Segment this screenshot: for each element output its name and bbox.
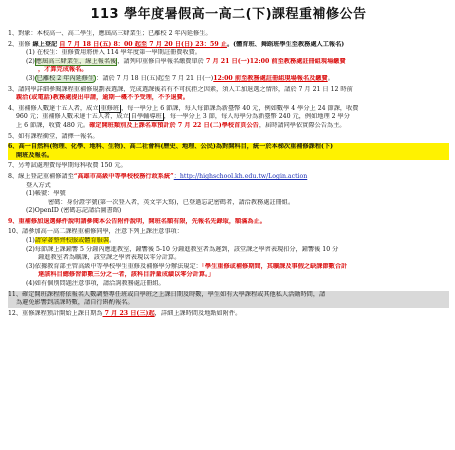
online-registration-label: 線上登記	[32, 40, 58, 48]
item-2-registration: 2、重修 線上登記 自 7 月 18 日(五) 8：00 起至 7 月 20 日(日) 23：59 止。(體育班、舞蹈班學生至教務處人工報名)	[8, 40, 345, 48]
announcement-page: 113 學年度暑假高一高二(下)課程重補修公告 1、對象：本校高一、高二學生，應屆高三肄業生；已離校 2 年內延修生。 2、重修 線上登記 自 7 月 18 日(五) 8：00 起至 7 月 20 日(日) 23：59 止。(體育班、舞蹈班學生至教務處人工報名) (1) 在校生：重修費用將併入 114 學年度第一學期註冊費收費。 (2)應屆高三肄業生，線上報名後，請列印重修自學報名繳費單於 7 月 21 日(一)12:00 前至教務處註冊組現場繳費 ，才算完成報名。 (3) 已離校 2 年內延修生 ：請於 7 月 18 日(五)起至 7 月 21 日(一)12:00 前至教務處註冊組現場報名及繳費。 3、請同學詳細參閱課程重補修規劃表選課，完成選課後若有不可抗拒之因素，須人工加退選之情形，請於 7 月 21 日 12 時前 親洽(或電話)教務處提出申請，逾期一概不予受理，不予退費。 4、重補修人數達十五人者，成立 重修班 ，每一學分上 6 節課，每人每節課為新臺幣 40 元，例如數學 4 學分上 24 節課，收費 960 元；重補修人數未達十五人者，成立 自學輔導班 ，每一學分上 3 節，每人每學分為新臺幣 240 元，例如地理 2 學分 上 6 節課，收費 480 元。確定開班類別及上課名單預計於 7 月 22 日(二)學校首頁公告，届時請同學依實際公告為主。 5、如有課程衝堂，請擇一報名。 6、高一自然科(物理、化學、地科、生物)、高二社會科(歷史、地理、公民)為對開科目，統一於本梯次重補修課程(下) 開班及報名。 7、另考試處理費每學期每科收費 150 元。 8、線上登記重補修請至“高雄市高級中等學校校務行政系統”：http://highschool.kh.edu.tw/Login.action 登入方式 (1)帳號：學號 密碼：身份證字號(第一次登入者，英文字大寫)，已登過忘記密碼者，請洽教務處註冊組。 (2)OpenID (密碼忘記請洽圖書館) 9、重補修加退選條件說明請參閱本公告附件說明，開班名額有限，先報名先錄取，額滿為止。 10、請參加高一高二課程重補修同學，注意下列上課注意事項： (1)請穿著整齊校服或體育服裝。 (2)每節課上課鐘響 5 分鐘內應進教室，鐘響後 5-10 分鐘進教室者為遲到，該堂課之學習表現扣分，鐘響後 10 分 鐘進教室者為曠課，該堂課之學習表現以零分計算。 (3)依據教育部主管高級中等學校學生重修及補修學分辦法規定：「學生重修或補修期間，其曠課及事假之缺課節數合計 達該科目總修習節數三分之一者，該科目評量成績以零分計算。」 (4)如有個別問題注意事項，請洽詢教務處註冊組。 11、確定開班課程將依報名人數調整專任班或自學班之上課日期及時數，學生如有大學課程或其他私人活動時間，請 為避免影響到該課時數，請自行斟酌報名。 12、重修課程預計開始上課日期為 7 月 23 日(三)起，詳細上課時間及地點如附件。	[0, 0, 455, 450]
item-2-3-extended: (3) 已離校 2 年內延修生 ：請於 7 月 18 日(五)起至 7 月 21 日(一)12:00 前至教務處註冊組現場報名及繳費。	[26, 74, 334, 82]
item-3-add-drop: 3、請同學詳細參閱課程重補修規劃表選課，完成選課後若有不可抗拒之因素，須人工加退選之情形，請於 7 月 21 日 12 時前	[8, 85, 353, 93]
item-6-paired-subjects: 6、高一自然科(物理、化學、地科、生物)、高二社會科(歷史、地理、公民)為對開科目，統一於本梯次重補修課程(下) 開班及報名。	[8, 143, 449, 160]
item-8-online-system: 8、線上登記重補修請至“高雄市高級中等學校校務行政系統”：http://highschool.kh.edu.tw/Login.action	[8, 172, 308, 180]
item-11-schedule-notice: 11、確定開班課程將依報名人數調整專任班或自學班之上課日期及時數，學生如有大學課程或其他私人活動時間，請 為避免影響到該課時數，請自行斟酌報名。	[8, 291, 449, 308]
item-2-2-graduating: (2)應屆高三肄業生，線上報名後，請列印重修自學報名繳費單於 7 月 21 日(一)12:00 前至教務處註冊組現場繳費	[26, 57, 346, 65]
item-12-start-date: 12、重修課程預計開始上課日期為 7 月 23 日(三)起，詳細上課時間及地點如附件。	[8, 309, 242, 317]
item-9-conditions: 9、重補修加退選條件說明請參閱本公告附件說明，開班名額有限，先報名先錄取，額滿為止。	[8, 217, 266, 225]
system-name: “高雄市高級中等學校校務行政系統”	[73, 172, 174, 180]
system-login-link[interactable]: ：http://highschool.kh.edu.tw/Login.action	[173, 172, 308, 180]
item-1-eligibility: 1、對象：本校高一、高二學生，應屆高三肄業生；已離校 2 年內延修生。	[8, 30, 212, 37]
item-10-class-rules: 10、請參加高一高二課程重補修同學，注意下列上課注意事項：	[8, 228, 183, 236]
registration-period: 自 7 月 18 日(五) 8：00 起至 7 月 20 日(日) 23：59 止	[59, 40, 227, 48]
self-study-class-box: 自學輔導班	[130, 113, 162, 121]
item-5-conflict: 5、如有課程衝堂，請擇一報名。	[8, 132, 99, 140]
uniform-highlight: 請穿著整齊校服或體育服裝	[34, 237, 110, 245]
item-2-1-enrolled: (1) 在校生：重修費用將併入 114 學年度第一學期註冊費收費。	[26, 49, 201, 57]
graduating-highlight: 應屆高三肄業生，線上報名後	[35, 57, 117, 65]
item-7-exam-fee: 7、另考試處理費每學期每科收費 150 元。	[8, 162, 127, 170]
page-title: 113 學年度暑假高一高二(下)課程重補修公告	[90, 7, 367, 22]
retake-class-box: 重修班	[100, 104, 120, 112]
extended-student-highlight: 已離校 2 年內延修生	[36, 74, 95, 82]
item-4-fees: 4、重補修人數達十五人者，成立 重修班 ，每一學分上 6 節課，每人每節課為新臺幣 40 元，例如數學 4 學分上 24 節課，收費	[8, 104, 359, 112]
